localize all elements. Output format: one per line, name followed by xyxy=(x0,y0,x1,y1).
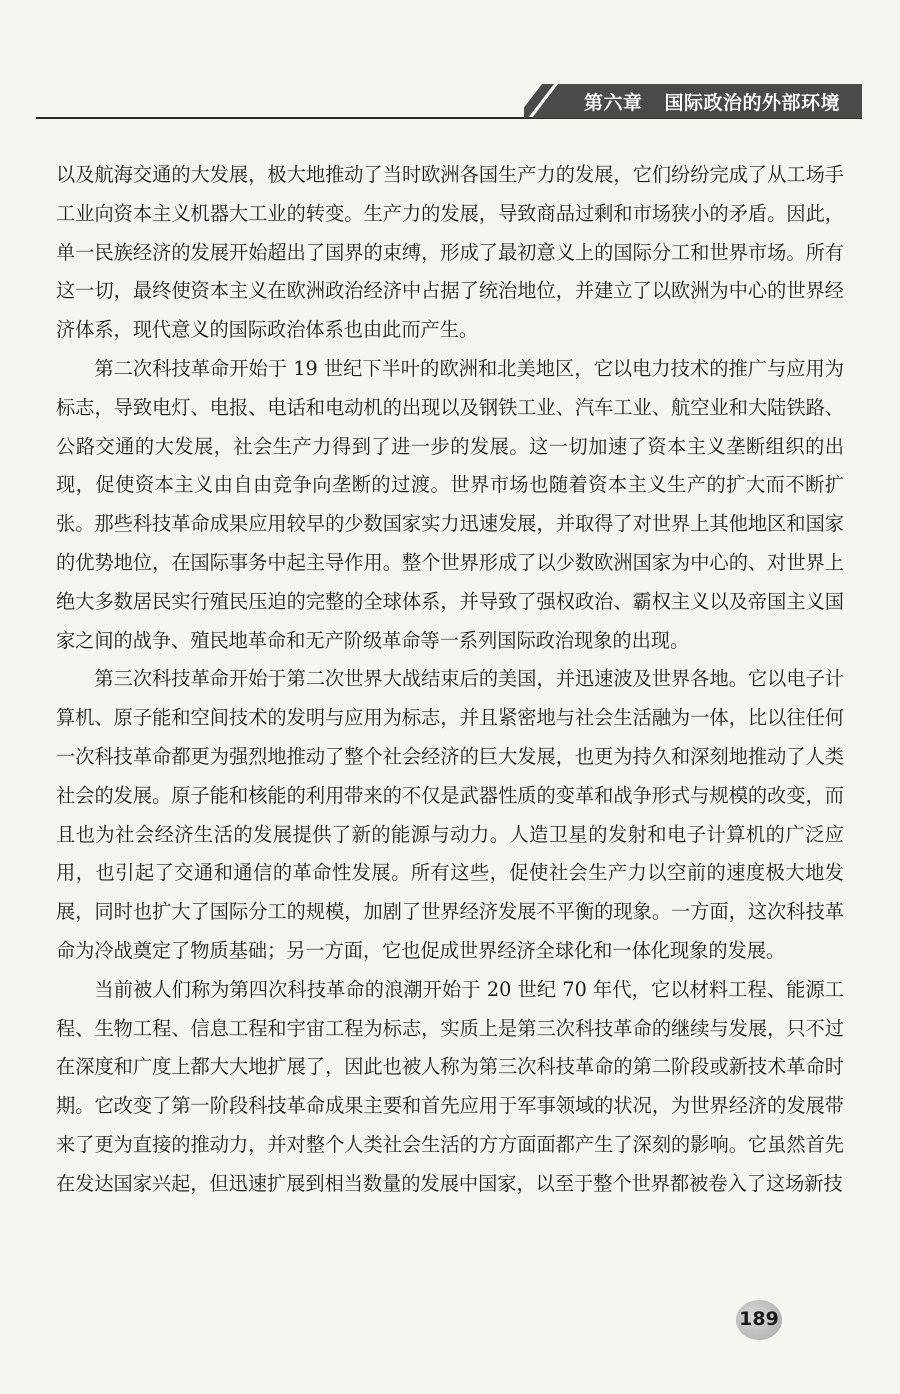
chapter-label: 第六章 xyxy=(584,92,643,114)
running-header xyxy=(524,84,862,118)
header-title xyxy=(584,88,840,115)
page-number-badge xyxy=(736,1300,782,1346)
paragraph: 当前被人们称为第四次科技革命的浪潮开始于 20 世纪 70 年代，它以材料工程、能源工程、生物工程、信息工程和宇宙工程为标志，实质上是第三次科技革命的继续与发展，只不过在深度和广度上都大大地扩展了，因此也被人称为第三次科技革命的第二阶段或新技术革命时期。它改变了第一阶段科技革命成果主要和首先应用于军事领域的状况，为世界经济的发展带来了更为直接的推动力，并对整个人类社会生活的方方面面都产生了深刻的影响。它虽然首先在发达国家兴起，但迅速扩展到相当数量的发展中国家，以至于整个世界都被卷入了这场新技 xyxy=(56,977,844,1195)
paragraph: 以及航海交通的大发展，极大地推动了当时欧洲各国生产力的发展，它们纷纷完成了从工场手工业向资本主义机器大工业的转变。生产力的发展，导致商品过剩和市场狭小的矛盾。因此，单一民族经济的发展开始超出了国界的束缚，形成了最初意义上的国际分工和世界市场。所有这一切，最终使资本主义在欧洲政治经济中占据了统治地位，并建立了以欧洲为中心的世界经济体系，现代意义的国际政治体系也由此而产生。 xyxy=(56,163,844,342)
chapter-title: 国际政治的外部环境 xyxy=(664,92,841,114)
paragraph: 第二次科技革命开始于 19 世纪下半叶的欧洲和北美地区，它以电力技术的推广与应用为标志，导致电灯、电报、电话和电动机的出现以及钢铁工业、汽车工业、航空业和大陆铁路、公路交通的大发展，社会生产力得到了进一步的发展。这一切加速了资本主义垄断组织的出现，促使资本主义由自由竞争向垄断的过渡。世界市场也随着资本主义生产的扩大而不断扩张。那些科技革命成果应用较早的少数国家实力迅速发展，并取得了对世界上其他地区和国家的优势地位，在国际事务中起主导作用。整个世界形成了以少数欧洲国家为中心的、对世界上绝大多数居民实行殖民压迫的完整的全球体系，并导致了强权政治、霸权主义以及帝国主义国家之间的战争、殖民地革命和无产阶级革命等一系列国际政治现象的出现。 xyxy=(56,356,844,652)
page-number: 189 xyxy=(739,1308,779,1330)
paragraph: 第三次科技革命开始于第二次世界大战结束后的美国，并迅速波及世界各地。它以电子计算机、原子能和空间技术的发明与应用为标志，并且紧密地与社会生活融为一体，比以往任何一次科技革命都更为强烈地推动了整个社会经济的巨大发展，也更为持久和深刻地推动了人类社会的发展。原子能和核能的利用带来的不仅是武器性质的变革和战争形式与规模的改变，而且也为社会经济生活的发展提供了新的能源与动力。人造卫星的发射和电子计算机的广泛应用，也引起了交通和通信的革命性发展。所有这些，促使社会生产力以空前的速度极大地发展，同时也扩大了国际分工的规模，加剧了世界经济发展不平衡的现象。一方面，这次科技革命为冷战奠定了物质基础；另一方面，它也促成世界经济全球化和一体化现象的发展。 xyxy=(56,667,844,962)
body-text xyxy=(56,156,844,1204)
